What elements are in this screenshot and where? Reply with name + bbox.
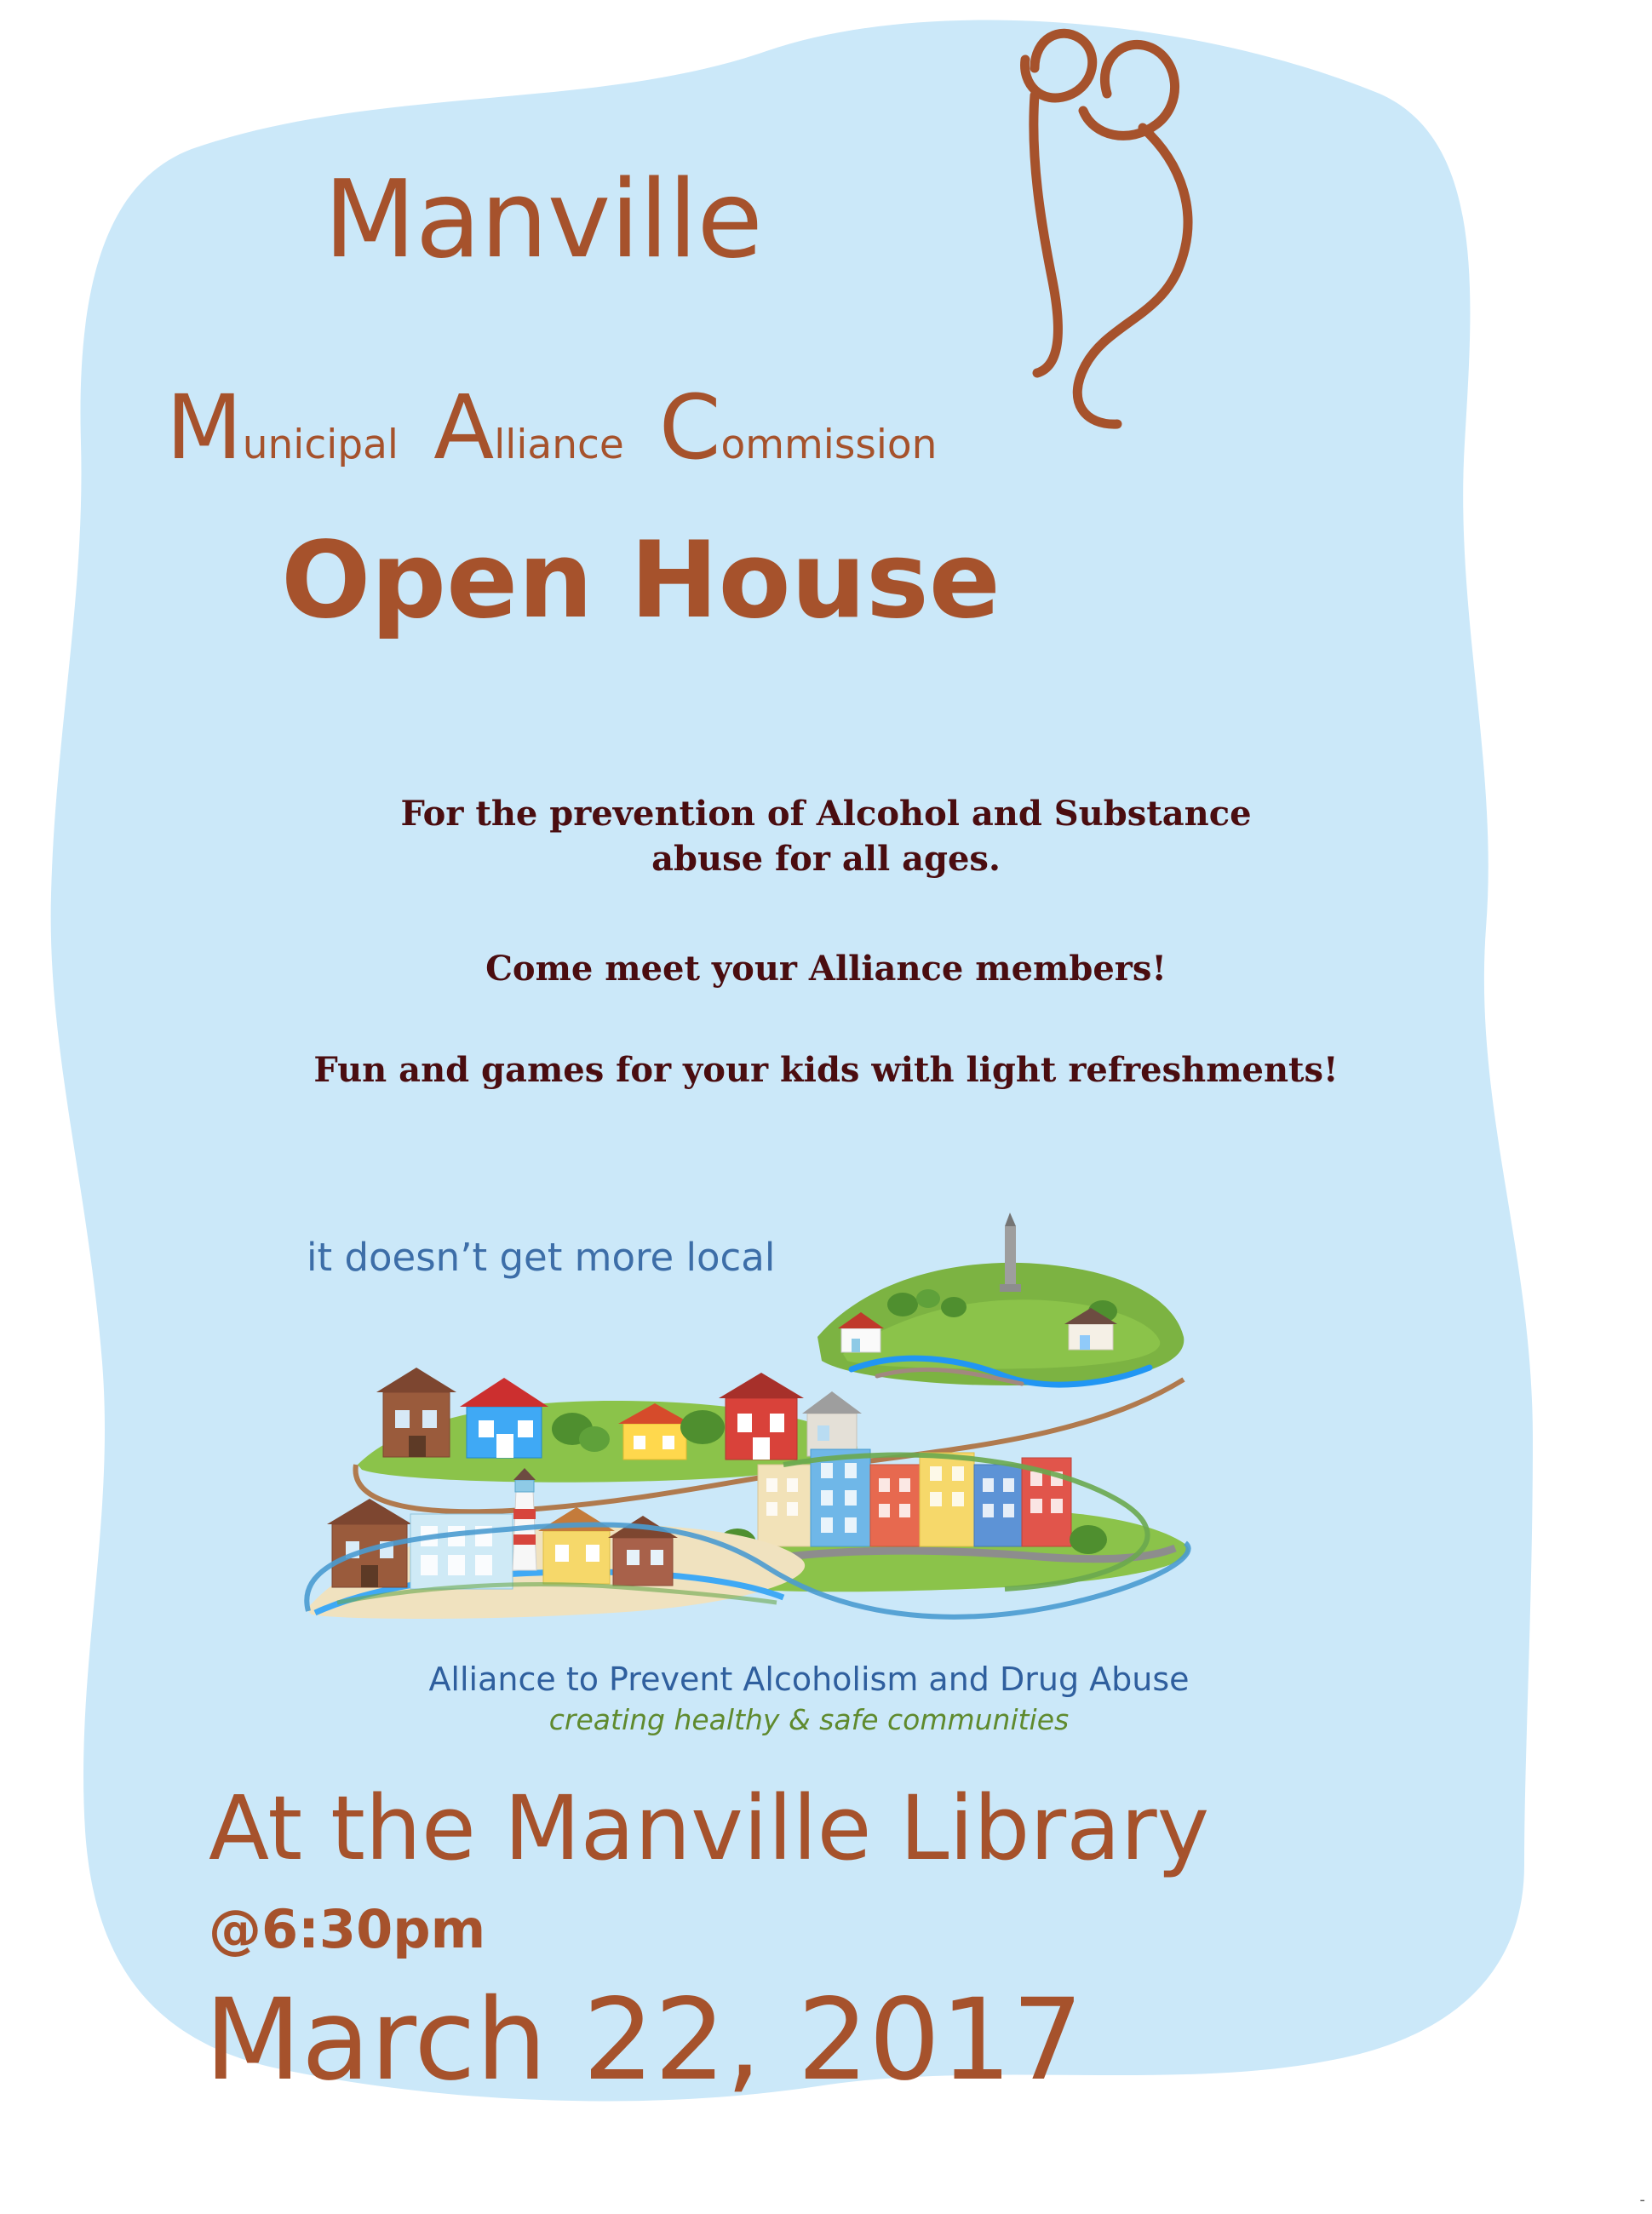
body-line-2: Come meet your Alliance members! bbox=[485, 948, 1167, 989]
logo-hill-scene bbox=[817, 1213, 1184, 1385]
page-subtitle: Open House bbox=[281, 519, 1001, 642]
acronym-word-commission bbox=[658, 376, 938, 479]
logo-shore-scene bbox=[307, 1468, 805, 1619]
event-time: @6:30pm bbox=[209, 1898, 486, 1960]
acronym-word-alliance bbox=[433, 376, 624, 479]
acronym-rest-municipal: unicipal bbox=[242, 422, 399, 468]
body-line-1: For the prevention of Alcohol and Substance abuse for all ages. bbox=[400, 794, 1252, 879]
acronym-capital-c: C bbox=[658, 376, 721, 479]
acronym-capital-m: M bbox=[166, 376, 243, 479]
body-text bbox=[0, 792, 1652, 1090]
acronym-rest-alliance: lliance bbox=[494, 422, 624, 468]
event-location: At the Manville Library bbox=[209, 1776, 1210, 1880]
corner-mark: - bbox=[1639, 2191, 1645, 2209]
acronym-rest-commission: ommission bbox=[720, 422, 938, 468]
logo-caption-line-1: Alliance to Prevent Alcoholism and Drug Abuse bbox=[428, 1660, 1190, 1698]
acronym-capital-a: A bbox=[433, 376, 495, 479]
alliance-logo bbox=[255, 1209, 1362, 1763]
body-line-3: Fun and games for your kids with light refreshments! bbox=[313, 1049, 1339, 1090]
event-date: March 22, 2017 bbox=[204, 1975, 1084, 2106]
acronym-word-municipal bbox=[166, 376, 399, 479]
logo-caption bbox=[255, 1660, 1362, 1736]
logo-tagline-top: it doesn’t get more local bbox=[307, 1235, 776, 1280]
logo-caption-line-2: creating healthy & safe communities bbox=[548, 1703, 1070, 1736]
page-title: Manville bbox=[324, 157, 762, 282]
acronym-line bbox=[166, 376, 967, 479]
